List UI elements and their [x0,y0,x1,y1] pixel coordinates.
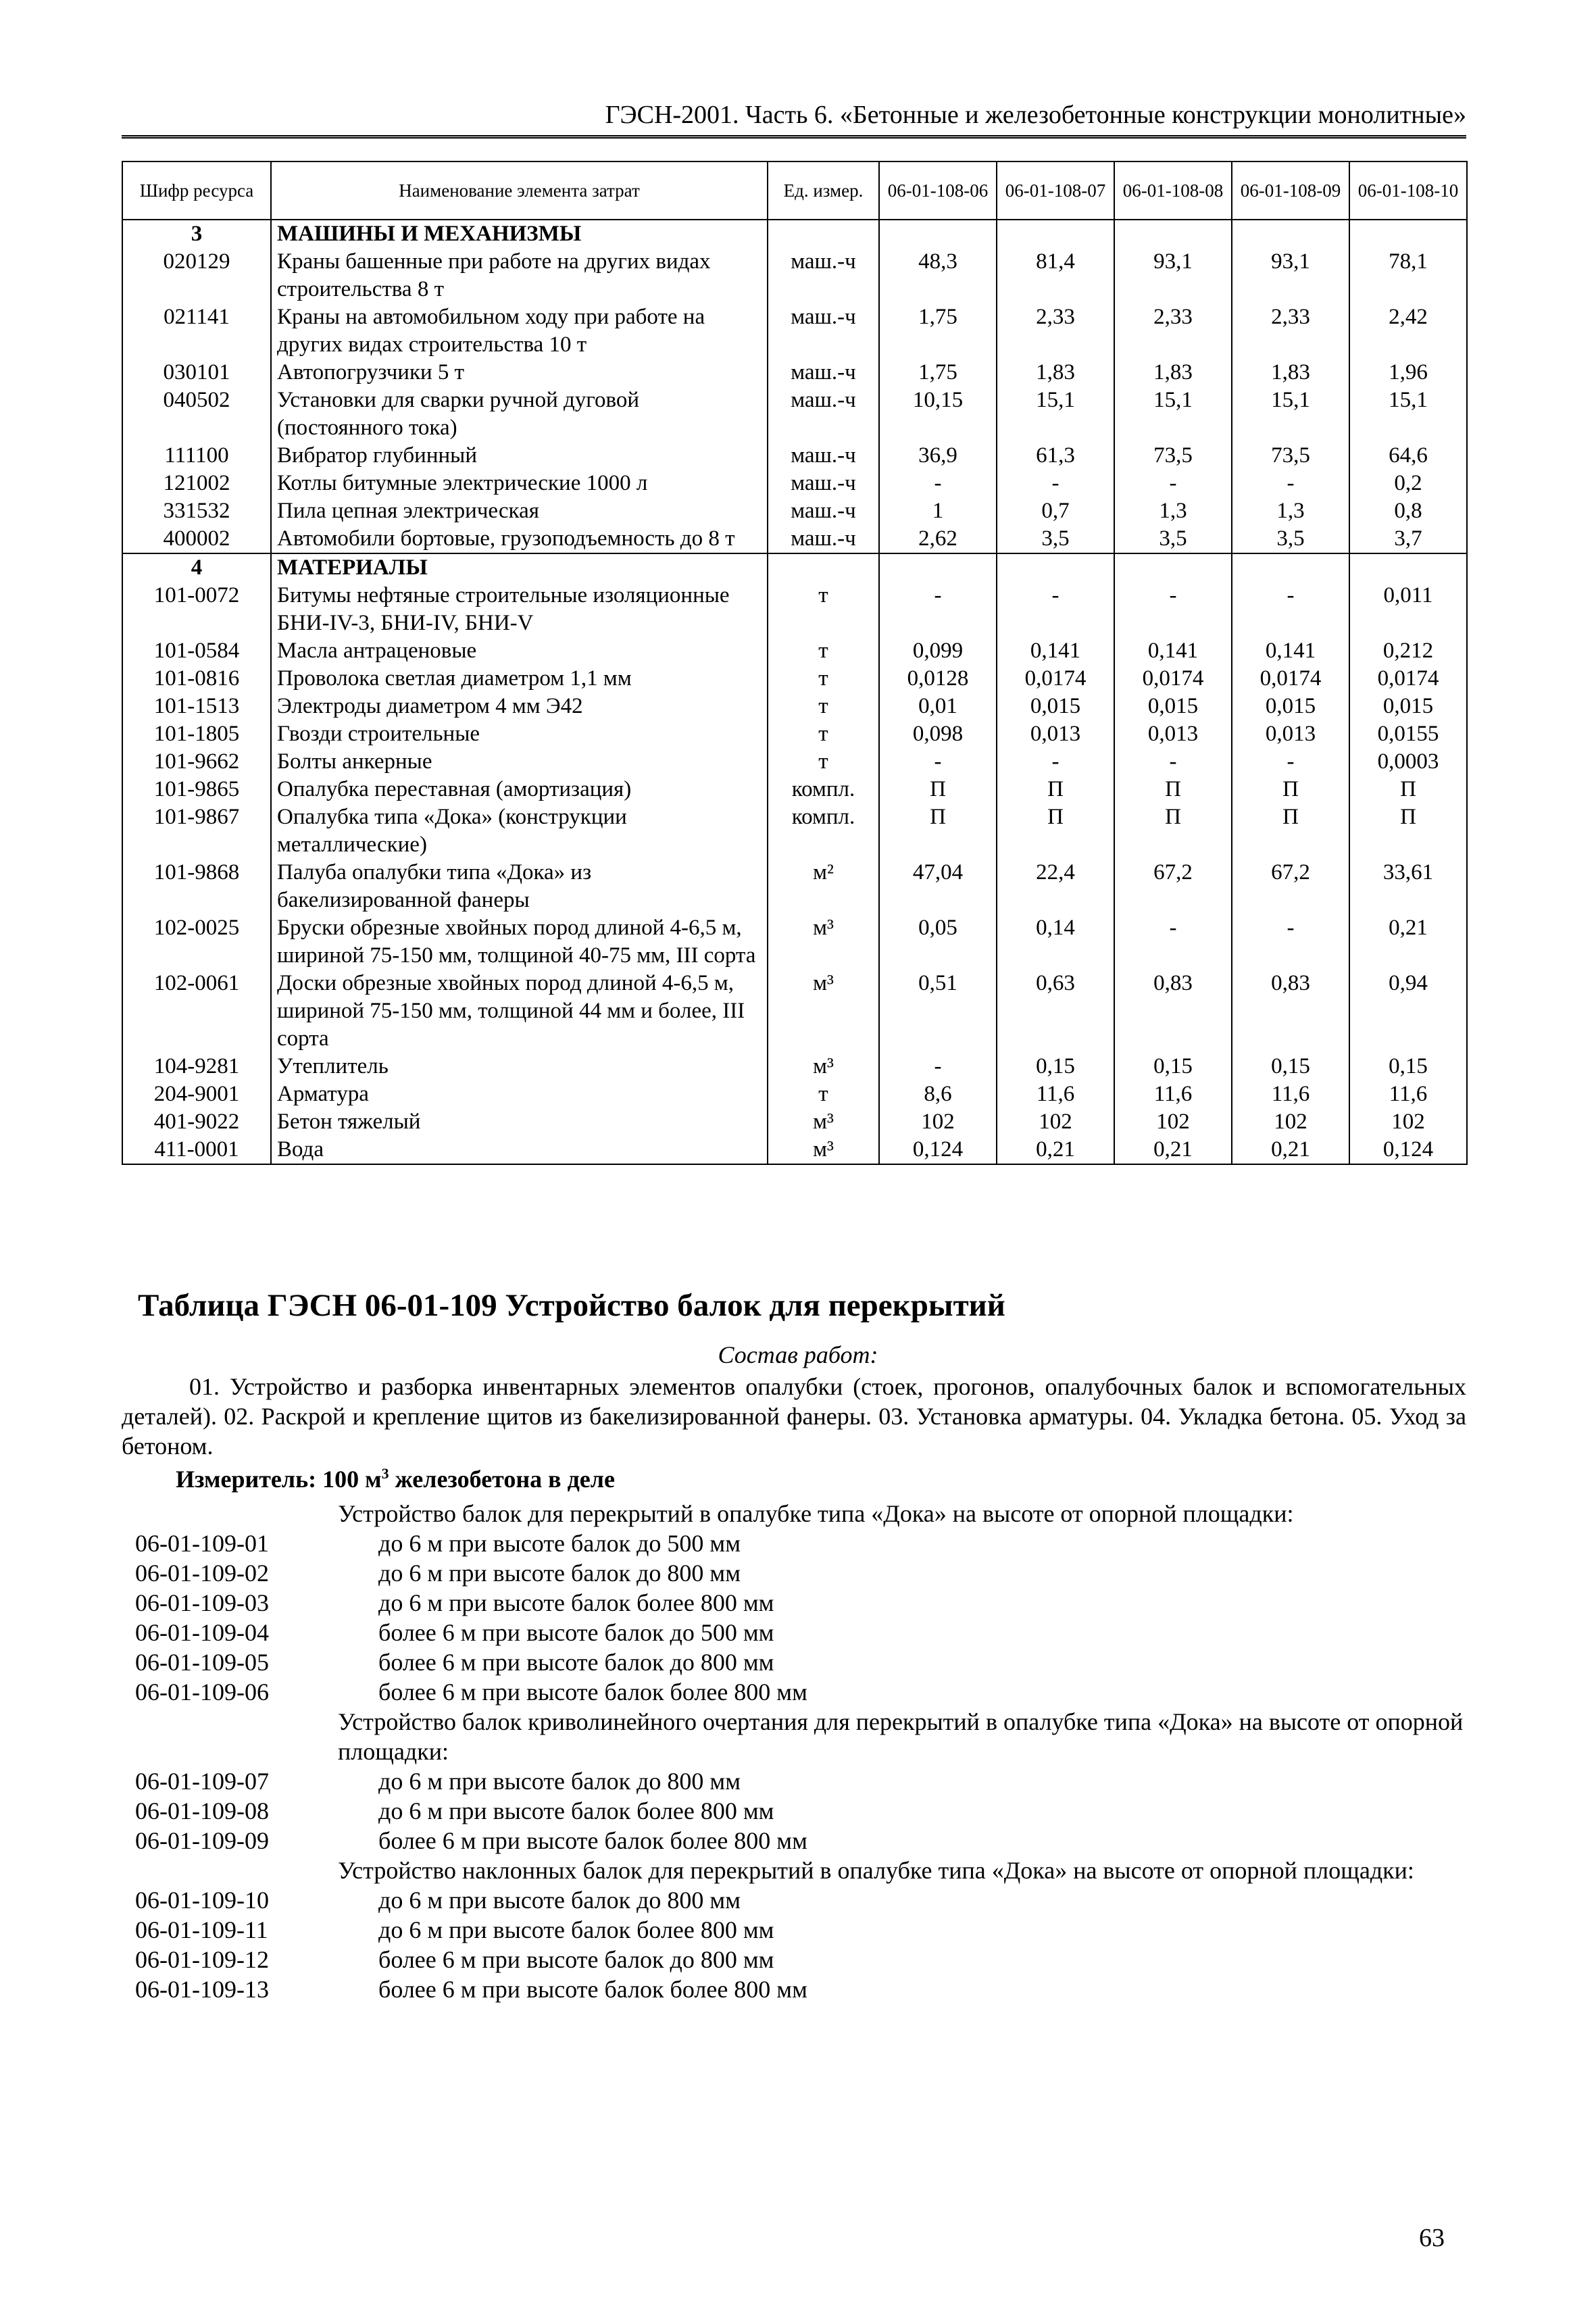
norm-value: 1,75 [879,303,997,359]
resource-name: Автопогрузчики 5 т [271,359,768,387]
norm-value: - [1114,748,1232,776]
empty-cell [1232,220,1349,248]
norm-value: 0,212 [1349,637,1467,665]
resource-unit: маш.-ч [768,387,879,442]
header-code: Шифр ресурса [122,161,271,220]
norm-value: 3,7 [1349,525,1467,553]
header-name: Наименование элемента затрат [271,161,768,220]
norm-value: - [997,748,1114,776]
norm-value: 1,96 [1349,359,1467,387]
norm-value: 81,4 [997,248,1114,303]
resource-code: 331532 [122,497,271,525]
table-row [122,525,1467,553]
resource-name: Вода [271,1136,768,1164]
resource-name: Установки для сварки ручной дуговой (постоянного тока) [271,387,768,442]
norm-value: 0,124 [879,1136,997,1164]
norm-description: более 6 м при высоте балок более 800 мм [378,1976,807,2003]
norm-value: - [1232,470,1349,497]
table-row [122,776,1467,803]
norm-description: более 6 м при высоте балок до 800 мм [378,1946,774,1973]
norm-value: 0,21 [1114,1136,1232,1164]
page-number: 63 [1419,2224,1445,2252]
norm-value: 1 [879,497,997,525]
resource-unit: маш.-ч [768,470,879,497]
norm-value: П [1349,776,1467,803]
norm-value: 0,0174 [997,665,1114,693]
norm-value: 47,04 [879,859,997,914]
resource-unit: т [768,637,879,665]
header-col: 06-01-108-10 [1349,161,1467,220]
resource-code: 101-1805 [122,720,271,748]
table-row [122,1108,1467,1136]
list-item [135,1528,1480,1558]
norm-value: 67,2 [1114,859,1232,914]
running-header: ГЭСН-2001. Часть 6. «Бетонные и железобетонные конструкции монолитные» [122,100,1466,139]
norm-value: 0,0155 [1349,720,1467,748]
table-row [122,442,1467,470]
norm-value: 0,141 [997,637,1114,665]
resource-unit: маш.-ч [768,525,879,553]
list-item [135,1558,1480,1588]
meter-suffix: железобетона в деле [389,1466,615,1493]
norm-value: 0,098 [879,720,997,748]
table-row [122,387,1467,442]
norm-value: 2,33 [997,303,1114,359]
norm-value: 3,5 [1232,525,1349,553]
norm-value: 0,0174 [1114,665,1232,693]
norm-value: 0,015 [1349,693,1467,720]
norm-value: 0,013 [1232,720,1349,748]
resource-name: Краны на автомобильном ходу при работе на других видах строительства 10 т [271,303,768,359]
resource-name: Бетон тяжелый [271,1108,768,1136]
norm-description: до 6 м при высоте балок до 800 мм [378,1887,741,1914]
resource-unit: компл. [768,776,879,803]
norm-value: 102 [1349,1108,1467,1136]
section-title: МАТЕРИАЛЫ [271,553,768,582]
table-row [122,720,1467,748]
norm-value: 48,3 [879,248,997,303]
table-row [122,803,1467,859]
norm-code: 06-01-109-04 [135,1619,269,1646]
section-row [122,553,1467,582]
norm-value: 0,05 [879,914,997,970]
resource-unit: м³ [768,1136,879,1164]
resource-name: Краны башенные при работе на других видах строительства 8 т [271,248,768,303]
norm-value: 102 [1114,1108,1232,1136]
resource-unit: м³ [768,1053,879,1080]
list-item [135,1647,1480,1677]
norm-value: П [1232,776,1349,803]
norm-description: до 6 м при высоте балок до 500 мм [378,1530,741,1557]
norm-value: 0,21 [997,1136,1114,1164]
header-unit: Ед. измер. [768,161,879,220]
norm-value: 0,15 [997,1053,1114,1080]
group-heading: Устройство балок для перекрытий в опалубке типа «Дока» на высоте от опорной площадки: [338,1500,1294,1527]
resource-unit: компл. [768,803,879,859]
resource-name: Гвозди строительные [271,720,768,748]
norm-value: 0,124 [1349,1136,1467,1164]
resource-code: 021141 [122,303,271,359]
resource-name: Автомобили бортовые, грузоподъемность до 8 т [271,525,768,553]
norm-value: - [1114,582,1232,637]
resource-name: Проволока светлая диаметром 1,1 мм [271,665,768,693]
empty-cell [879,553,997,582]
norm-code: 06-01-109-09 [135,1827,269,1854]
list-item [135,1885,1480,1915]
table-row [122,582,1467,637]
table-row [122,665,1467,693]
norm-value: П [1114,803,1232,859]
norm-code: 06-01-109-02 [135,1560,269,1587]
norm-value: 0,63 [997,970,1114,1053]
norm-value: 0,0128 [879,665,997,693]
empty-cell [1114,553,1232,582]
norm-value: 0,099 [879,637,997,665]
resource-code: 400002 [122,525,271,553]
empty-cell [1232,553,1349,582]
norm-value: 102 [1232,1108,1349,1136]
norm-value: - [879,470,997,497]
norm-value: - [997,470,1114,497]
norm-value: 1,83 [1232,359,1349,387]
norm-description: более 6 м при высоте балок более 800 мм [378,1827,807,1854]
norm-value: - [1232,748,1349,776]
norm-value: П [1349,803,1467,859]
norm-value: 11,6 [1349,1080,1467,1108]
resource-code: 101-0816 [122,665,271,693]
norm-value: 102 [879,1108,997,1136]
empty-cell [1114,220,1232,248]
resource-unit: т [768,720,879,748]
empty-cell [997,220,1114,248]
norm-value: 0,141 [1232,637,1349,665]
resource-unit: т [768,1080,879,1108]
resource-code: 401-9022 [122,1108,271,1136]
resource-unit: маш.-ч [768,303,879,359]
norm-value: 0,141 [1114,637,1232,665]
norm-value: 0,011 [1349,582,1467,637]
resource-code: 030101 [122,359,271,387]
resource-unit: м³ [768,914,879,970]
resource-code: 101-0584 [122,637,271,665]
table-row [122,303,1467,359]
table-row [122,693,1467,720]
table-row [122,248,1467,303]
norm-value: П [1232,803,1349,859]
norm-value: 0,2 [1349,470,1467,497]
empty-cell [1349,220,1467,248]
norm-value: 11,6 [997,1080,1114,1108]
norm-value: - [879,748,997,776]
norm-code: 06-01-109-10 [135,1887,269,1914]
resource-code: 101-9868 [122,859,271,914]
resource-code: 101-0072 [122,582,271,637]
table-row [122,1080,1467,1108]
empty-cell [768,220,879,248]
norm-value: П [997,803,1114,859]
resource-name: Опалубка типа «Дока» (конструкции металлические) [271,803,768,859]
resource-unit: маш.-ч [768,442,879,470]
norm-description: до 6 м при высоте балок более 800 мм [378,1589,774,1616]
norm-value: - [997,582,1114,637]
list-item [135,1915,1480,1945]
resource-name: Опалубка переставная (амортизация) [271,776,768,803]
norm-value: 0,8 [1349,497,1467,525]
norm-value: 0,14 [997,914,1114,970]
empty-cell [997,553,1114,582]
norm-description: до 6 м при высоте балок более 800 мм [378,1916,774,1943]
resource-code: 411-0001 [122,1136,271,1164]
norm-value: 15,1 [997,387,1114,442]
resource-code: 104-9281 [122,1053,271,1080]
group-heading: Устройство наклонных балок для перекрытий в опалубке типа «Дока» на высоте от опорной площадки: [338,1857,1414,1884]
table-109-title: Таблица ГЭСН 06-01-109 Устройство балок для перекрытий [138,1288,1005,1323]
norm-value: 22,4 [997,859,1114,914]
resource-unit: м² [768,859,879,914]
norm-value: 93,1 [1114,248,1232,303]
norm-value: 0,15 [1232,1053,1349,1080]
resource-name: Доски обрезные хвойных пород длиной 4-6,5 м, шириной 75-150 мм, толщиной 44 мм и более, III сорта [271,970,768,1053]
norm-code: 06-01-109-13 [135,1976,269,2003]
resource-code: 111100 [122,442,271,470]
norm-description: более 6 м при высоте балок более 800 мм [378,1678,807,1706]
table-row [122,859,1467,914]
norm-value: 0,015 [1114,693,1232,720]
resource-code: 102-0061 [122,970,271,1053]
list-item [135,1796,1480,1826]
norm-value: П [879,803,997,859]
resource-code: 020129 [122,248,271,303]
section-title: МАШИНЫ И МЕХАНИЗМЫ [271,220,768,248]
list-item [135,1826,1480,1856]
resource-unit: т [768,693,879,720]
norm-value: П [1114,776,1232,803]
meter-line [176,1465,615,1493]
list-item [135,1974,1480,2004]
table-row [122,970,1467,1053]
norm-value: 0,01 [879,693,997,720]
resource-norms-table [122,161,1468,1165]
norm-value: 0,015 [1232,693,1349,720]
resource-unit: м³ [768,970,879,1053]
norm-description: до 6 м при высоте балок до 800 мм [378,1768,741,1795]
resource-name: Масла антраценовые [271,637,768,665]
norm-value: - [1232,914,1349,970]
section-number: 4 [122,553,271,582]
table-header-row [122,161,1467,220]
header-col: 06-01-108-06 [879,161,997,220]
norm-value: 93,1 [1232,248,1349,303]
empty-cell [879,220,997,248]
resource-name: Электроды диаметром 4 мм Э42 [271,693,768,720]
table-row [122,497,1467,525]
meter-sup: 3 [381,1465,389,1482]
norm-description: более 6 м при высоте балок до 500 мм [378,1619,774,1646]
norm-value: П [997,776,1114,803]
norm-value: 36,9 [879,442,997,470]
norm-value: - [879,582,997,637]
norm-value: 2,62 [879,525,997,553]
composition-title: Состав работ: [718,1341,878,1368]
list-item [135,1588,1480,1618]
norm-code: 06-01-109-06 [135,1678,269,1706]
norm-value: 1,3 [1232,497,1349,525]
norm-value: П [879,776,997,803]
norm-value: 10,15 [879,387,997,442]
norm-value: 73,5 [1232,442,1349,470]
norm-value: 15,1 [1349,387,1467,442]
norm-value: 0,0003 [1349,748,1467,776]
resource-code: 102-0025 [122,914,271,970]
norm-value: 11,6 [1232,1080,1349,1108]
norm-description: до 6 м при высоте балок более 800 мм [378,1797,774,1824]
section-row [122,220,1467,248]
resource-name: Битумы нефтяные строительные изоляционные БНИ-IV-3, БНИ-IV, БНИ-V [271,582,768,637]
norm-value: 0,15 [1349,1053,1467,1080]
norm-value: - [879,1053,997,1080]
section-number: 3 [122,220,271,248]
works-description: 01. Устройство и разборка инвентарных элементов опалубки (стоек, прогонов, опалубочных балок и вспомогательных деталей). 02. Раскрой и крепление щитов из бакелизированной фанеры. 03. Установка арматуры. 04. Укладка бетона. 05. Уход за бетоном. [122,1373,1466,1460]
norm-value: 0,83 [1232,970,1349,1053]
resource-unit: м³ [768,1108,879,1136]
norm-description: более 6 м при высоте балок до 800 мм [378,1649,774,1676]
table-row [122,470,1467,497]
resource-name: Бруски обрезные хвойных пород длиной 4-6,5 м, шириной 75-150 мм, толщиной 40-75 мм, III сорта [271,914,768,970]
norm-value: 0,0174 [1349,665,1467,693]
norm-value: 0,51 [879,970,997,1053]
norm-value: 67,2 [1232,859,1349,914]
resource-code: 101-9867 [122,803,271,859]
norm-code: 06-01-109-11 [135,1916,268,1943]
list-item [135,1945,1480,1974]
table-body [122,220,1467,1164]
norm-value: 15,1 [1114,387,1232,442]
norm-value: - [1114,914,1232,970]
norm-value: 0,7 [997,497,1114,525]
norm-value: - [1114,470,1232,497]
resource-code: 101-1513 [122,693,271,720]
norm-value: 0,0174 [1232,665,1349,693]
table-row [122,1136,1467,1164]
norm-value: 3,5 [1114,525,1232,553]
norm-value: 1,83 [997,359,1114,387]
norm-value: 0,15 [1114,1053,1232,1080]
resource-name: Болты анкерные [271,748,768,776]
norm-description: до 6 м при высоте балок до 800 мм [378,1560,741,1587]
table-row [122,359,1467,387]
norm-value: 78,1 [1349,248,1467,303]
norm-value: 0,94 [1349,970,1467,1053]
norm-code: 06-01-109-05 [135,1649,269,1676]
resource-code: 101-9662 [122,748,271,776]
norm-value: 2,33 [1114,303,1232,359]
resource-code: 040502 [122,387,271,442]
norm-code: 06-01-109-01 [135,1530,269,1557]
table-row [122,1053,1467,1080]
norm-value: 0,013 [997,720,1114,748]
list-item [135,1618,1480,1647]
norm-value: 1,83 [1114,359,1232,387]
norm-value: 3,5 [997,525,1114,553]
norm-value: 1,3 [1114,497,1232,525]
meter-prefix: Измеритель: 100 м [176,1466,382,1493]
norm-value: 33,61 [1349,859,1467,914]
resource-unit: маш.-ч [768,497,879,525]
norm-value: 2,33 [1232,303,1349,359]
norm-value: 64,6 [1349,442,1467,470]
resource-name: Арматура [271,1080,768,1108]
norm-value: 15,1 [1232,387,1349,442]
norm-value: 0,83 [1114,970,1232,1053]
norm-code: 06-01-109-03 [135,1589,269,1616]
norm-value: 11,6 [1114,1080,1232,1108]
norm-value: - [1232,582,1349,637]
list-item [135,1677,1480,1707]
norm-code: 06-01-109-12 [135,1946,269,1973]
list-item [135,1766,1480,1796]
table-row [122,637,1467,665]
norm-value: 8,6 [879,1080,997,1108]
resource-name: Палуба опалубки типа «Дока» из бакелизированной фанеры [271,859,768,914]
header-col: 06-01-108-07 [997,161,1114,220]
resource-name: Пила цепная электрическая [271,497,768,525]
resource-code: 121002 [122,470,271,497]
group-heading: Устройство балок криволинейного очертания для перекрытий в опалубке типа «Дока» на высоте от опорной площадки: [338,1708,1464,1765]
norm-value: 0,21 [1349,914,1467,970]
norm-value: 0,21 [1232,1136,1349,1164]
norm-value: 61,3 [997,442,1114,470]
norm-value: 73,5 [1114,442,1232,470]
norm-value: 102 [997,1108,1114,1136]
resource-code: 101-9865 [122,776,271,803]
norm-code: 06-01-109-07 [135,1768,269,1795]
resource-unit: маш.-ч [768,359,879,387]
empty-cell [768,553,879,582]
header-col: 06-01-108-09 [1232,161,1349,220]
resource-unit: т [768,748,879,776]
table-row [122,748,1467,776]
norm-value: 0,013 [1114,720,1232,748]
resource-code: 204-9001 [122,1080,271,1108]
norm-value: 2,42 [1349,303,1467,359]
resource-name: Вибратор глубинный [271,442,768,470]
norm-code: 06-01-109-08 [135,1797,269,1824]
resource-unit: т [768,665,879,693]
norm-value: 1,75 [879,359,997,387]
resource-unit: т [768,582,879,637]
resource-name: Утеплитель [271,1053,768,1080]
resource-unit: маш.-ч [768,248,879,303]
norm-codes-list [135,1499,1480,2004]
norm-value: 0,015 [997,693,1114,720]
table-row [122,914,1467,970]
empty-cell [1349,553,1467,582]
header-col: 06-01-108-08 [1114,161,1232,220]
resource-name: Котлы битумные электрические 1000 л [271,470,768,497]
